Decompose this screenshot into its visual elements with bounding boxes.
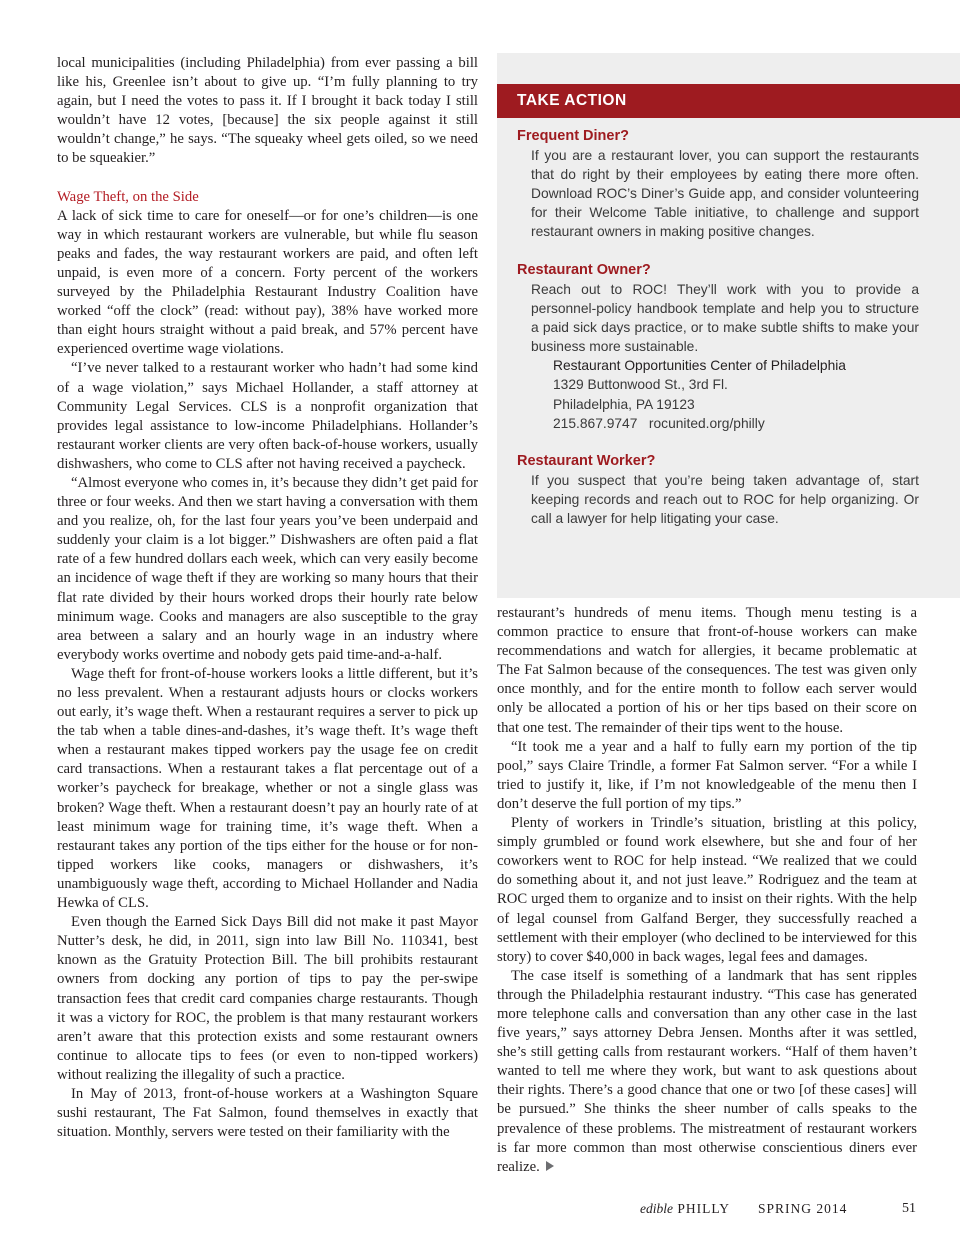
contact-line: [553, 414, 919, 433]
triangle-right-icon: [546, 1161, 554, 1171]
take-action-banner: TAKE ACTION: [497, 84, 960, 118]
article-paragraph: “I’ve never talked to a restaurant worker who hadn’t had some kind of a wage violation,” says Michael Hollander, a staff attorney at Community Legal Services. CLS is a nonprofit organization that provides legal assistance to low-income Philadelphians. Hollander’s restaurant worker clients are very often back-of-house workers, usually dishwashers, who come to CLS after not having received a paycheck.: [57, 360, 478, 472]
magazine-name-philly: PHILLY: [677, 1201, 731, 1216]
article-paragraph: Wage theft for front-of-house workers looks a little different, but it’s no less prevalent. When a restaurant adjusts hours or clocks workers out early, it’s wage theft. When a restaurant requires a server to pick up the tab when a table dines-and-dashes, it’s wage theft. It’s wage theft when a restaurant makes tipped workers pay the usage fee on credit card transactions. When a restaurant takes a flat percentage out of a worker’s paycheck for breakage, whether or not a single glass was broken? Wage theft. When a restaurant doesn’t pay an hourly rate of at least minimum wage for training time, it’s wage theft. When a restaurant takes any portion of the tips either for the house or for non-tipped workers like cooks, managers or dishwashers, it’s unambiguously wage theft, according to Michael Hollander and Nadia Hewka of CLS.: [57, 665, 478, 912]
street-address: 1329 Buttonwood St., 3rd Fl.: [553, 377, 728, 393]
sidebar-body: If you are a restaurant lover, you can support the restaurants that do right by their employees by eating there more often. Download ROC’s Diner’s Guide app, and consider volunteering for their Welcome Table initiative, to challenge and support restaurant owners in making positive changes.: [531, 148, 919, 240]
roc-address: [553, 356, 919, 432]
sidebar-heading: Restaurant Worker?: [517, 453, 656, 469]
article-paragraph: local municipalities (including Philadelphia) from ever passing a bill like his, Greenlee isn’t about to give up. “I’m fully planning to try again, but I need the votes to pass it. If I brought it back today I still wouldn’t have 12 votes, [because] the six people against it still wouldn’t change,” he says. “The squeaky wheel gets oiled, so we need to be squeakier.”: [57, 55, 478, 167]
article-paragraph: restaurant’s hundreds of menu items. Though menu testing is a common practice to ensure that front-of-house workers can make recommendations and watch for allergies, it became problematic at The Fat Salmon because of the consequences. The test was given only once monthly, and for the entire month to follow each server would only be allocated a portion of his or her tips based on their score on that one test. The remainder of their tips went to the house.: [497, 605, 917, 736]
sidebar-body: If you suspect that you’re being taken advantage of, start keeping records and reach out to ROC for help organizing. Or call a lawyer for help litigating your case.: [531, 473, 919, 527]
website-link[interactable]: rocunited.org/philly: [648, 415, 765, 431]
issue-season: SPRING 2014: [758, 1201, 848, 1216]
restaurant-owner-section: [517, 261, 919, 433]
article-paragraph: Plenty of workers in Trindle’s situation, bristling at this policy, simply grumbled or found work elsewhere, but she and four of her coworkers went to ROC for help instead. “We realized that we could do something about it, and not just leave.” Rodriguez and the team at ROC urged them to organize and to insist on their rights. With the help of legal counsel from Galfand Berger, they successfully reached a settlement with their employer (who declined to be interviewed for this story) to cover $40,000 in back wages, legal fees and damages.: [497, 815, 917, 965]
article-paragraph: “Almost everyone who comes in, it’s because they didn’t get paid for three or four weeks. And then we start having a conversation with them and you realize, oh, for the last four years you’ve been underpaid and suddenly your claim is a lot bigger.” Dishwashers are often paid a flat rate of a few hundred dollars each week, which can very easily become an incidence of wage theft if they are working so many hours that their flat rate divided by their hours worked drops their hourly rate below minimum wage. Cooks and managers are also susceptible to the gray area between a salary and an hourly wage in an industry where everybody works overtime and nobody gets paid time-and-a-half.: [57, 474, 478, 663]
sidebar-heading: Restaurant Owner?: [517, 262, 651, 278]
page-number: 51: [902, 1201, 916, 1216]
org-name: Restaurant Opportunities Center of Philadelphia: [553, 358, 846, 374]
phone-number: 215.867.9747: [553, 415, 638, 431]
article-paragraph: A lack of sick time to care for oneself—or for one’s children—is one way in which restaurant workers are vulnerable, but while flu season peaks and fades, the way restaurant workers are paid, and often left unpaid, is even more of a concern. Forty percent of the workers surveyed by the Philadelphia Restaurant Industry Coalition have worked “off the clock” (read: without pay), 38% have worked more than eight hours straight without a paid break, and 57% percent have experienced overtime wage violations.: [57, 207, 478, 358]
article-paragraph: In May of 2013, front-of-house workers at a Washington Square sushi restaurant, The Fat Salmon, found themselves in exactly that situation. Monthly, servers were tested on their familiarity with the: [57, 1085, 478, 1141]
section-subhead: Wage Theft, on the Side: [57, 188, 199, 205]
take-action-sidebar: [497, 53, 960, 598]
last-paragraph-text: The case itself is something of a landmark that has sent ripples through the Philadelphia restaurant industry. “This case has generated more telephone calls and conversation than any other case in the last five years,” says attorney Debra Jensen. Months after it was settled, she’s still getting calls from restaurant workers. “Half of them haven’t wanted to tell me where they work, but want to ask questions about their rights. There’s a good chance that one or two [of these cases] will be pursued.” She thinks the sheer number of calls speaks to the prevalence of these problems. The mistreatment of restaurant workers is far more common than most otherwise conscientious diners ever realize.: [497, 967, 917, 1175]
page-footer: [640, 1201, 920, 1217]
frequent-diner-section: [517, 127, 919, 241]
article-left-column: [57, 54, 478, 1142]
city-address: Philadelphia, PA 19123: [553, 396, 695, 412]
sidebar-body: Reach out to ROC! They’ll work with you to provide a personnel-policy handbook template and help you to structure a paid sick days practice, or to make subtle shifts to make your business more sustainable.: [531, 282, 919, 355]
article-right-column: [497, 604, 917, 1177]
article-paragraph: Even though the Earned Sick Days Bill did not make it past Mayor Nutter’s desk, he did, in 2011, sign into law Bill No. 110341, best known as the Gratuity Protection Bill. The bill prohibits restaurant owners from docking any portion of tips to pay the per-swipe transaction fees that credit card companies charge restaurants. Though it was a victory for ROC, the problem is that many restaurant workers aren’t aware that this protection exists and some restaurant owners continue to allocate tips to fees (or even to non-tipped workers) without realizing the illegality of such a practice.: [57, 914, 478, 1083]
magazine-name-edible: edible: [640, 1201, 673, 1216]
article-paragraph: [497, 967, 917, 1177]
sidebar-heading: Frequent Diner?: [517, 128, 629, 144]
article-paragraph: “It took me a year and a half to fully earn my portion of the tip pool,” says Claire Trindle, a former Fat Salmon server. “For a while I tried to justify it, like, if I’m not knowledgeable of the menu then I don’t deserve the full portion of my tips.”: [497, 738, 917, 812]
restaurant-worker-section: [517, 452, 919, 528]
